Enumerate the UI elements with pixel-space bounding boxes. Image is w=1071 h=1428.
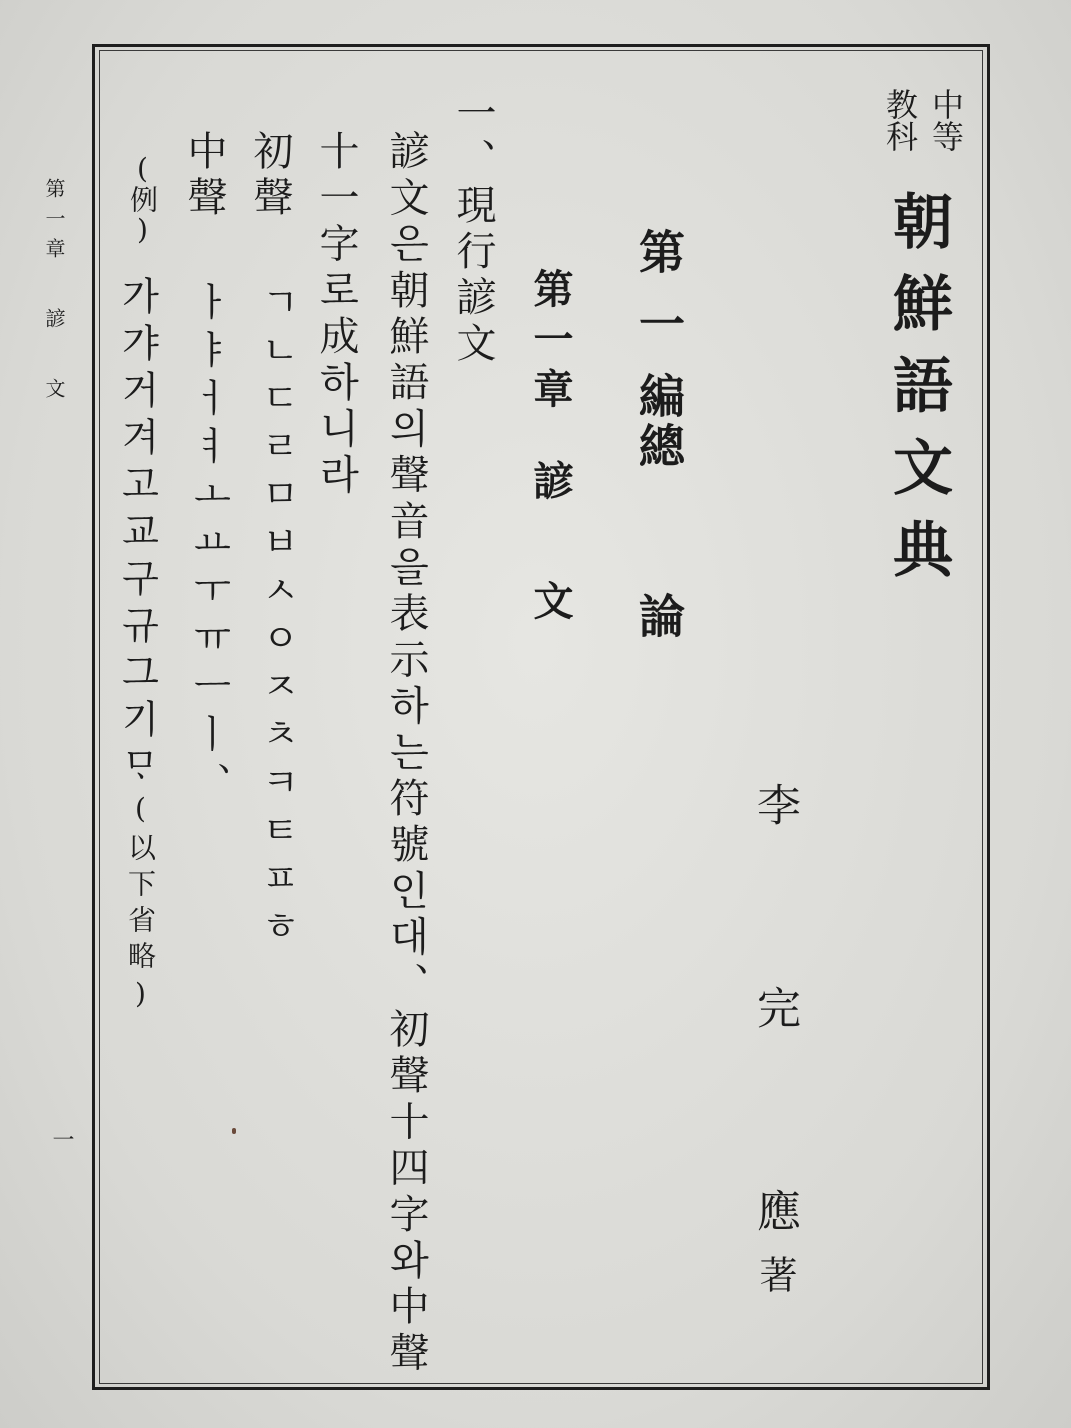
chapter-label: 第一章 [527, 268, 574, 418]
initial-consonants-list: ㄱㄴㄷㄹㅁㅂㅅㅇㅈㅊㅋㅌㅍㅎ [255, 282, 299, 954]
author-surname: 李 [749, 782, 800, 826]
page-number: 一 [49, 1128, 74, 1150]
author-given-2: 應 [749, 1188, 800, 1232]
part-label: 第一編 [632, 228, 686, 444]
author-given-1: 完 [749, 985, 800, 1029]
body-line-1: 諺文은朝鮮語의聲音을表示하는符號인대、初聲十四字와中聲 [383, 130, 429, 1378]
example-omission-note: (以下省略) [124, 792, 157, 1018]
initial-consonants-label: 初聲 [247, 130, 293, 222]
author-suffix: 著 [753, 1255, 797, 1293]
example-syllables: 가갸거겨고교구규그기ᄆᆞ [115, 276, 159, 793]
section-heading: 一、現行諺文 [450, 92, 496, 368]
subtitle-line-2: 教科 [881, 88, 919, 152]
running-head: 第一章諺文 [42, 178, 66, 408]
example-label: (例) [126, 152, 159, 246]
medial-vowels-list: ㅏㅑㅓㅕㅗㅛㅜㅠㅡㅣ、 [187, 282, 231, 810]
medial-vowels-label: 中聲 [181, 130, 227, 222]
body-line-2: 十一字로成하니라 [313, 130, 359, 500]
paper-speck [232, 1128, 236, 1134]
part-name: 總論 [632, 422, 686, 762]
chapter-name: 諺文 [527, 460, 574, 700]
subtitle-line-1: 中等 [927, 88, 965, 152]
book-title: 朝鮮語文典 [883, 190, 953, 600]
page-border-inner [99, 50, 983, 1384]
